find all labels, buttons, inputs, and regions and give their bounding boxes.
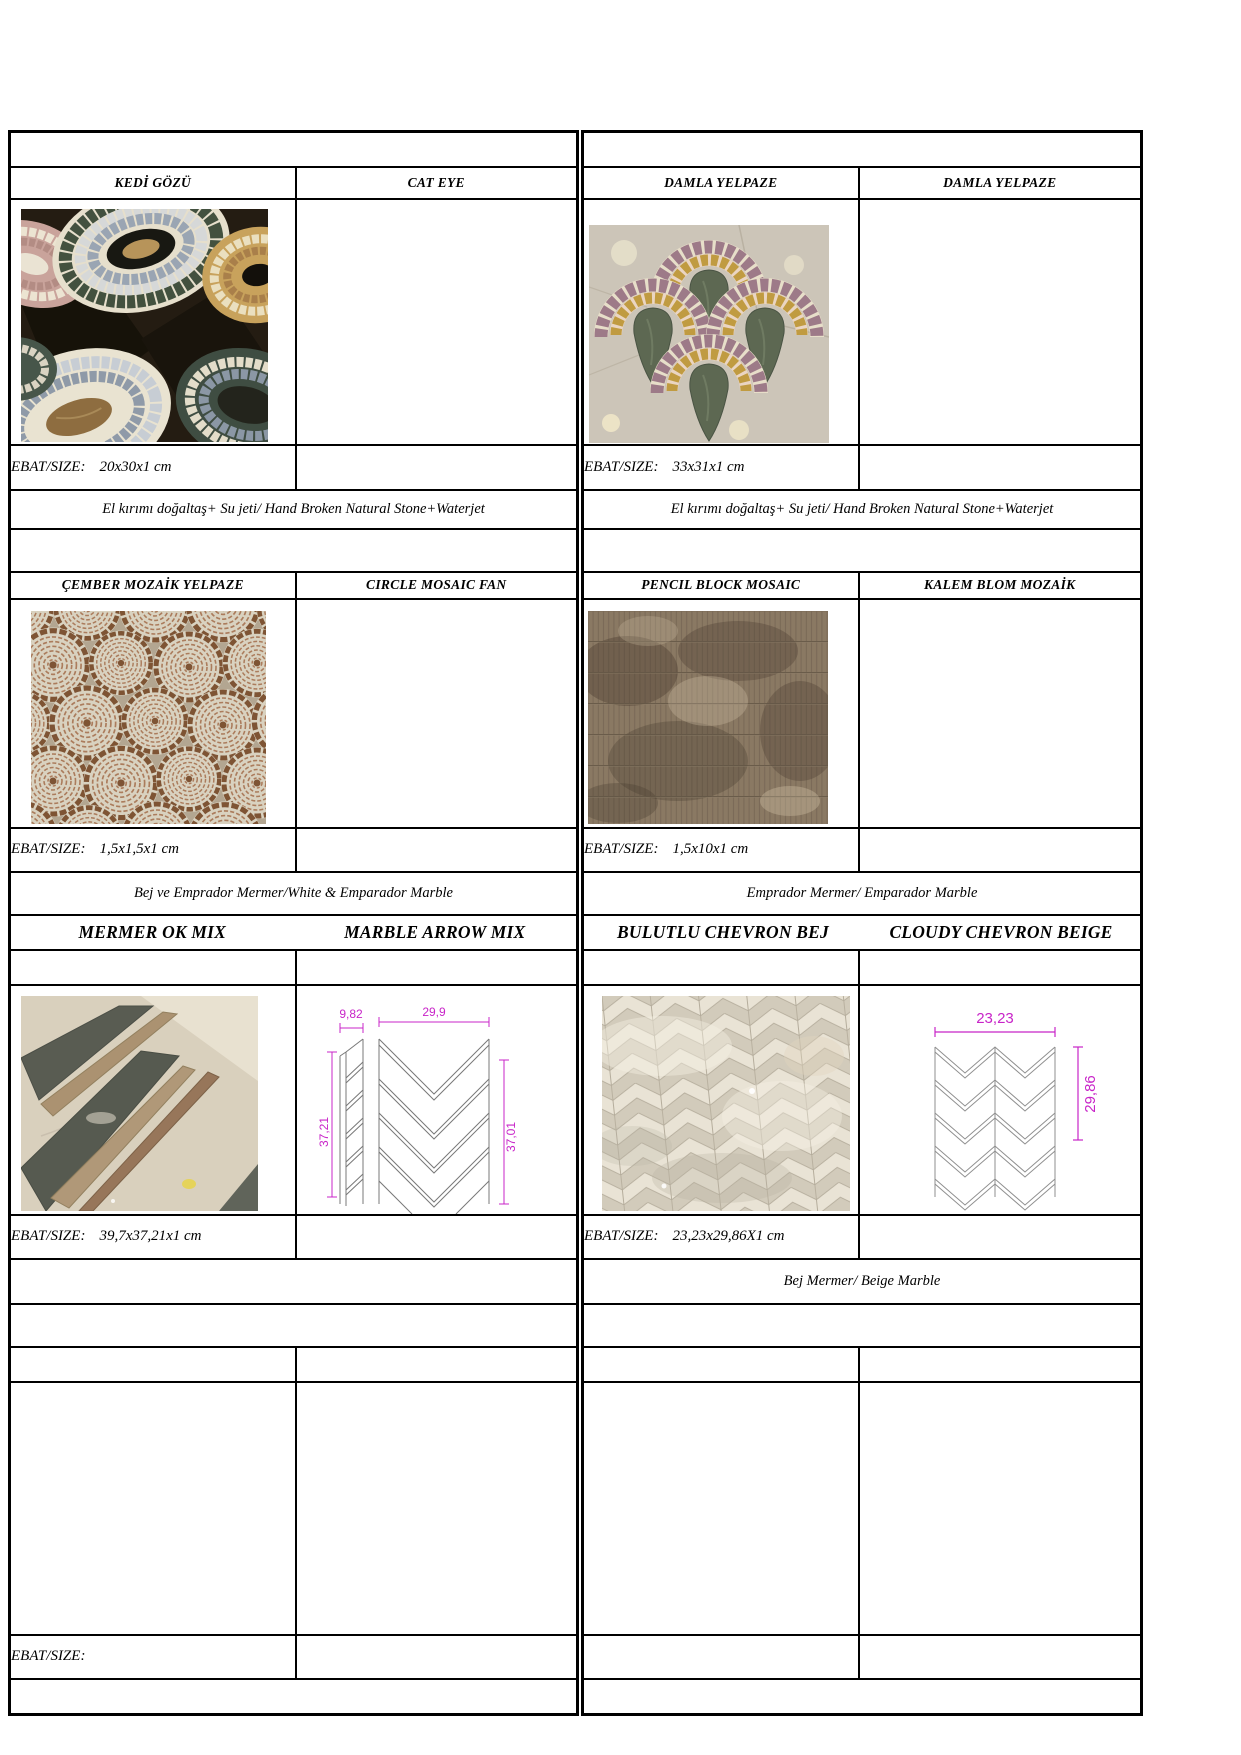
right-s4-thin-cell-2 xyxy=(859,1347,1142,1382)
dimension-width-small: 9,82 xyxy=(338,1006,363,1021)
size-value: 23,23x29,86X1 cm xyxy=(672,1228,785,1244)
right-s4-size-cell xyxy=(583,1635,859,1679)
size-label: EBAT/SIZE: xyxy=(584,458,659,475)
left-thin-empty-cell-1 xyxy=(10,950,296,985)
product-title-cember-mozaik: ÇEMBER MOZAİK YELPAZE xyxy=(10,572,296,599)
size-label: EBAT/SIZE: xyxy=(11,841,86,857)
left-s2-size-empty-cell xyxy=(296,828,578,872)
size-value: 1,5x10x1 cm xyxy=(672,841,749,857)
marble-arrow-photo-cell xyxy=(10,985,296,1215)
cloudy-chevron-mosaic-photo xyxy=(602,996,850,1211)
size-value: 1,5x1,5x1 cm xyxy=(99,841,179,857)
marble-arrow-mix-photo xyxy=(21,996,258,1211)
left-s4-thin-cell-2 xyxy=(296,1347,578,1382)
product-title-bulutlu-chevron: BULUTLU CHEVRON BEJ xyxy=(617,921,829,942)
left-s2-empty-image-cell xyxy=(296,599,578,828)
right-gap-row-1 xyxy=(583,529,1142,572)
left-s3-size-empty-cell xyxy=(296,1215,578,1259)
size-label: EBAT/SIZE: xyxy=(11,458,86,475)
left-s2-material-description: Bej ve Emprador Mermer/White & Emparador Marble xyxy=(10,872,578,915)
cat-eye-photo-cell xyxy=(10,199,296,445)
right-s1-empty-image-cell xyxy=(859,199,1142,445)
left-s1-size-empty-cell xyxy=(296,445,578,490)
left-gap-row-2 xyxy=(10,1304,578,1347)
left-s4-size-cell xyxy=(10,1635,296,1679)
size-value: 20x30x1 cm xyxy=(99,458,172,475)
product-title-damla-yelpaze-tr: DAMLA YELPAZE xyxy=(583,167,859,199)
marble-arrow-dimension-diagram xyxy=(299,992,577,1214)
size-value: 33x31x1 cm xyxy=(672,458,745,475)
product-title-pencil-block: PENCIL BLOCK MOSAIC xyxy=(583,572,859,599)
left-s4-thin-cell-1 xyxy=(10,1347,296,1382)
cat-eye-mosaic-photo xyxy=(21,209,268,442)
right-s3-title-row xyxy=(583,915,1142,950)
right-s4-thin-cell-1 xyxy=(583,1347,859,1382)
right-s1-size-cell xyxy=(583,445,859,490)
dimension-height-right: 29,86 xyxy=(1081,1074,1099,1113)
marble-arrow-diagram-cell xyxy=(296,985,578,1215)
left-s1-empty-image-cell xyxy=(296,199,578,445)
left-s3-material-description xyxy=(10,1259,578,1304)
cloudy-chevron-photo-cell xyxy=(583,985,859,1215)
right-gap-row-2 xyxy=(583,1304,1142,1347)
product-title-kedi-gozu: KEDİ GÖZÜ xyxy=(10,167,296,199)
right-s2-material-description: Emprador Mermer/ Emparador Marble xyxy=(583,872,1142,915)
pencil-block-mosaic-photo xyxy=(588,611,828,824)
left-s2-size-cell xyxy=(10,828,296,872)
product-title-circle-mosaic-fan: CIRCLE MOSAIC FAN xyxy=(296,572,578,599)
cloudy-chevron-diagram-cell xyxy=(859,985,1142,1215)
right-thin-empty-cell-1 xyxy=(583,950,859,985)
size-label: EBAT/SIZE: xyxy=(11,1228,86,1244)
product-title-cloudy-chevron: CLOUDY CHEVRON BEIGE xyxy=(889,921,1113,942)
right-s2-size-empty-cell xyxy=(859,828,1142,872)
cloudy-chevron-dimension-diagram xyxy=(860,992,1142,1214)
dimension-width-top: 23,23 xyxy=(975,1009,1014,1027)
left-s1-size-cell xyxy=(10,445,296,490)
left-s3-size-cell xyxy=(10,1215,296,1259)
left-gap-row-1 xyxy=(10,529,578,572)
product-title-kalem-blom: KALEM BLOM MOZAİK xyxy=(859,572,1142,599)
size-label: EBAT/SIZE: xyxy=(584,841,659,857)
right-s2-size-cell xyxy=(583,828,859,872)
right-bottom-empty-row xyxy=(583,1679,1142,1715)
left-s4-size-empty-cell xyxy=(296,1635,578,1679)
size-value: 39,7x37,21x1 cm xyxy=(99,1228,202,1244)
left-s4-empty-image-cell-2 xyxy=(296,1382,578,1635)
left-s3-title-row xyxy=(10,915,578,950)
right-s4-empty-image-cell-1 xyxy=(583,1382,859,1635)
left-product-table xyxy=(8,130,579,1716)
left-thin-empty-cell-2 xyxy=(296,950,578,985)
product-title-marble-arrow-mix: MARBLE ARROW MIX xyxy=(344,921,526,942)
right-s3-size-cell xyxy=(583,1215,859,1259)
right-s4-size-empty-cell xyxy=(859,1635,1142,1679)
right-s1-material-description: El kırımı doğaltaş+ Su jeti/ Hand Broken Natural Stone+Waterjet xyxy=(583,490,1142,529)
product-title-mermer-ok-mix: MERMER OK MIX xyxy=(78,921,226,942)
dimension-width-top: 29,9 xyxy=(421,1004,446,1019)
right-product-table xyxy=(581,130,1143,1716)
product-title-cat-eye: CAT EYE xyxy=(296,167,578,199)
left-s4-empty-image-cell-1 xyxy=(10,1382,296,1635)
left-top-empty-row xyxy=(10,132,578,167)
right-thin-empty-cell-2 xyxy=(859,950,1142,985)
left-bottom-empty-row xyxy=(10,1679,578,1715)
dimension-height-left: 37,21 xyxy=(316,1116,331,1147)
size-label: EBAT/SIZE: xyxy=(11,1648,86,1664)
right-top-empty-row xyxy=(583,132,1142,167)
right-s3-material-description: Bej Mermer/ Beige Marble xyxy=(583,1259,1142,1304)
right-s4-empty-image-cell-2 xyxy=(859,1382,1142,1635)
left-s1-material-description: El kırımı doğaltaş+ Su jeti/ Hand Broken Natural Stone+Waterjet xyxy=(10,490,578,529)
circle-fan-mosaic-photo xyxy=(31,611,266,824)
dimension-height-right: 37,01 xyxy=(503,1121,518,1152)
damla-yelpaze-photo-cell xyxy=(583,199,859,445)
right-s1-size-empty-cell xyxy=(859,445,1142,490)
size-label: EBAT/SIZE: xyxy=(584,1228,659,1244)
right-s3-size-empty-cell xyxy=(859,1215,1142,1259)
pencil-block-photo-cell xyxy=(583,599,859,828)
product-title-damla-yelpaze-en: DAMLA YELPAZE xyxy=(859,167,1142,199)
drop-fan-mosaic-photo xyxy=(589,225,829,443)
circle-mosaic-photo-cell xyxy=(10,599,296,828)
right-s2-empty-image-cell xyxy=(859,599,1142,828)
